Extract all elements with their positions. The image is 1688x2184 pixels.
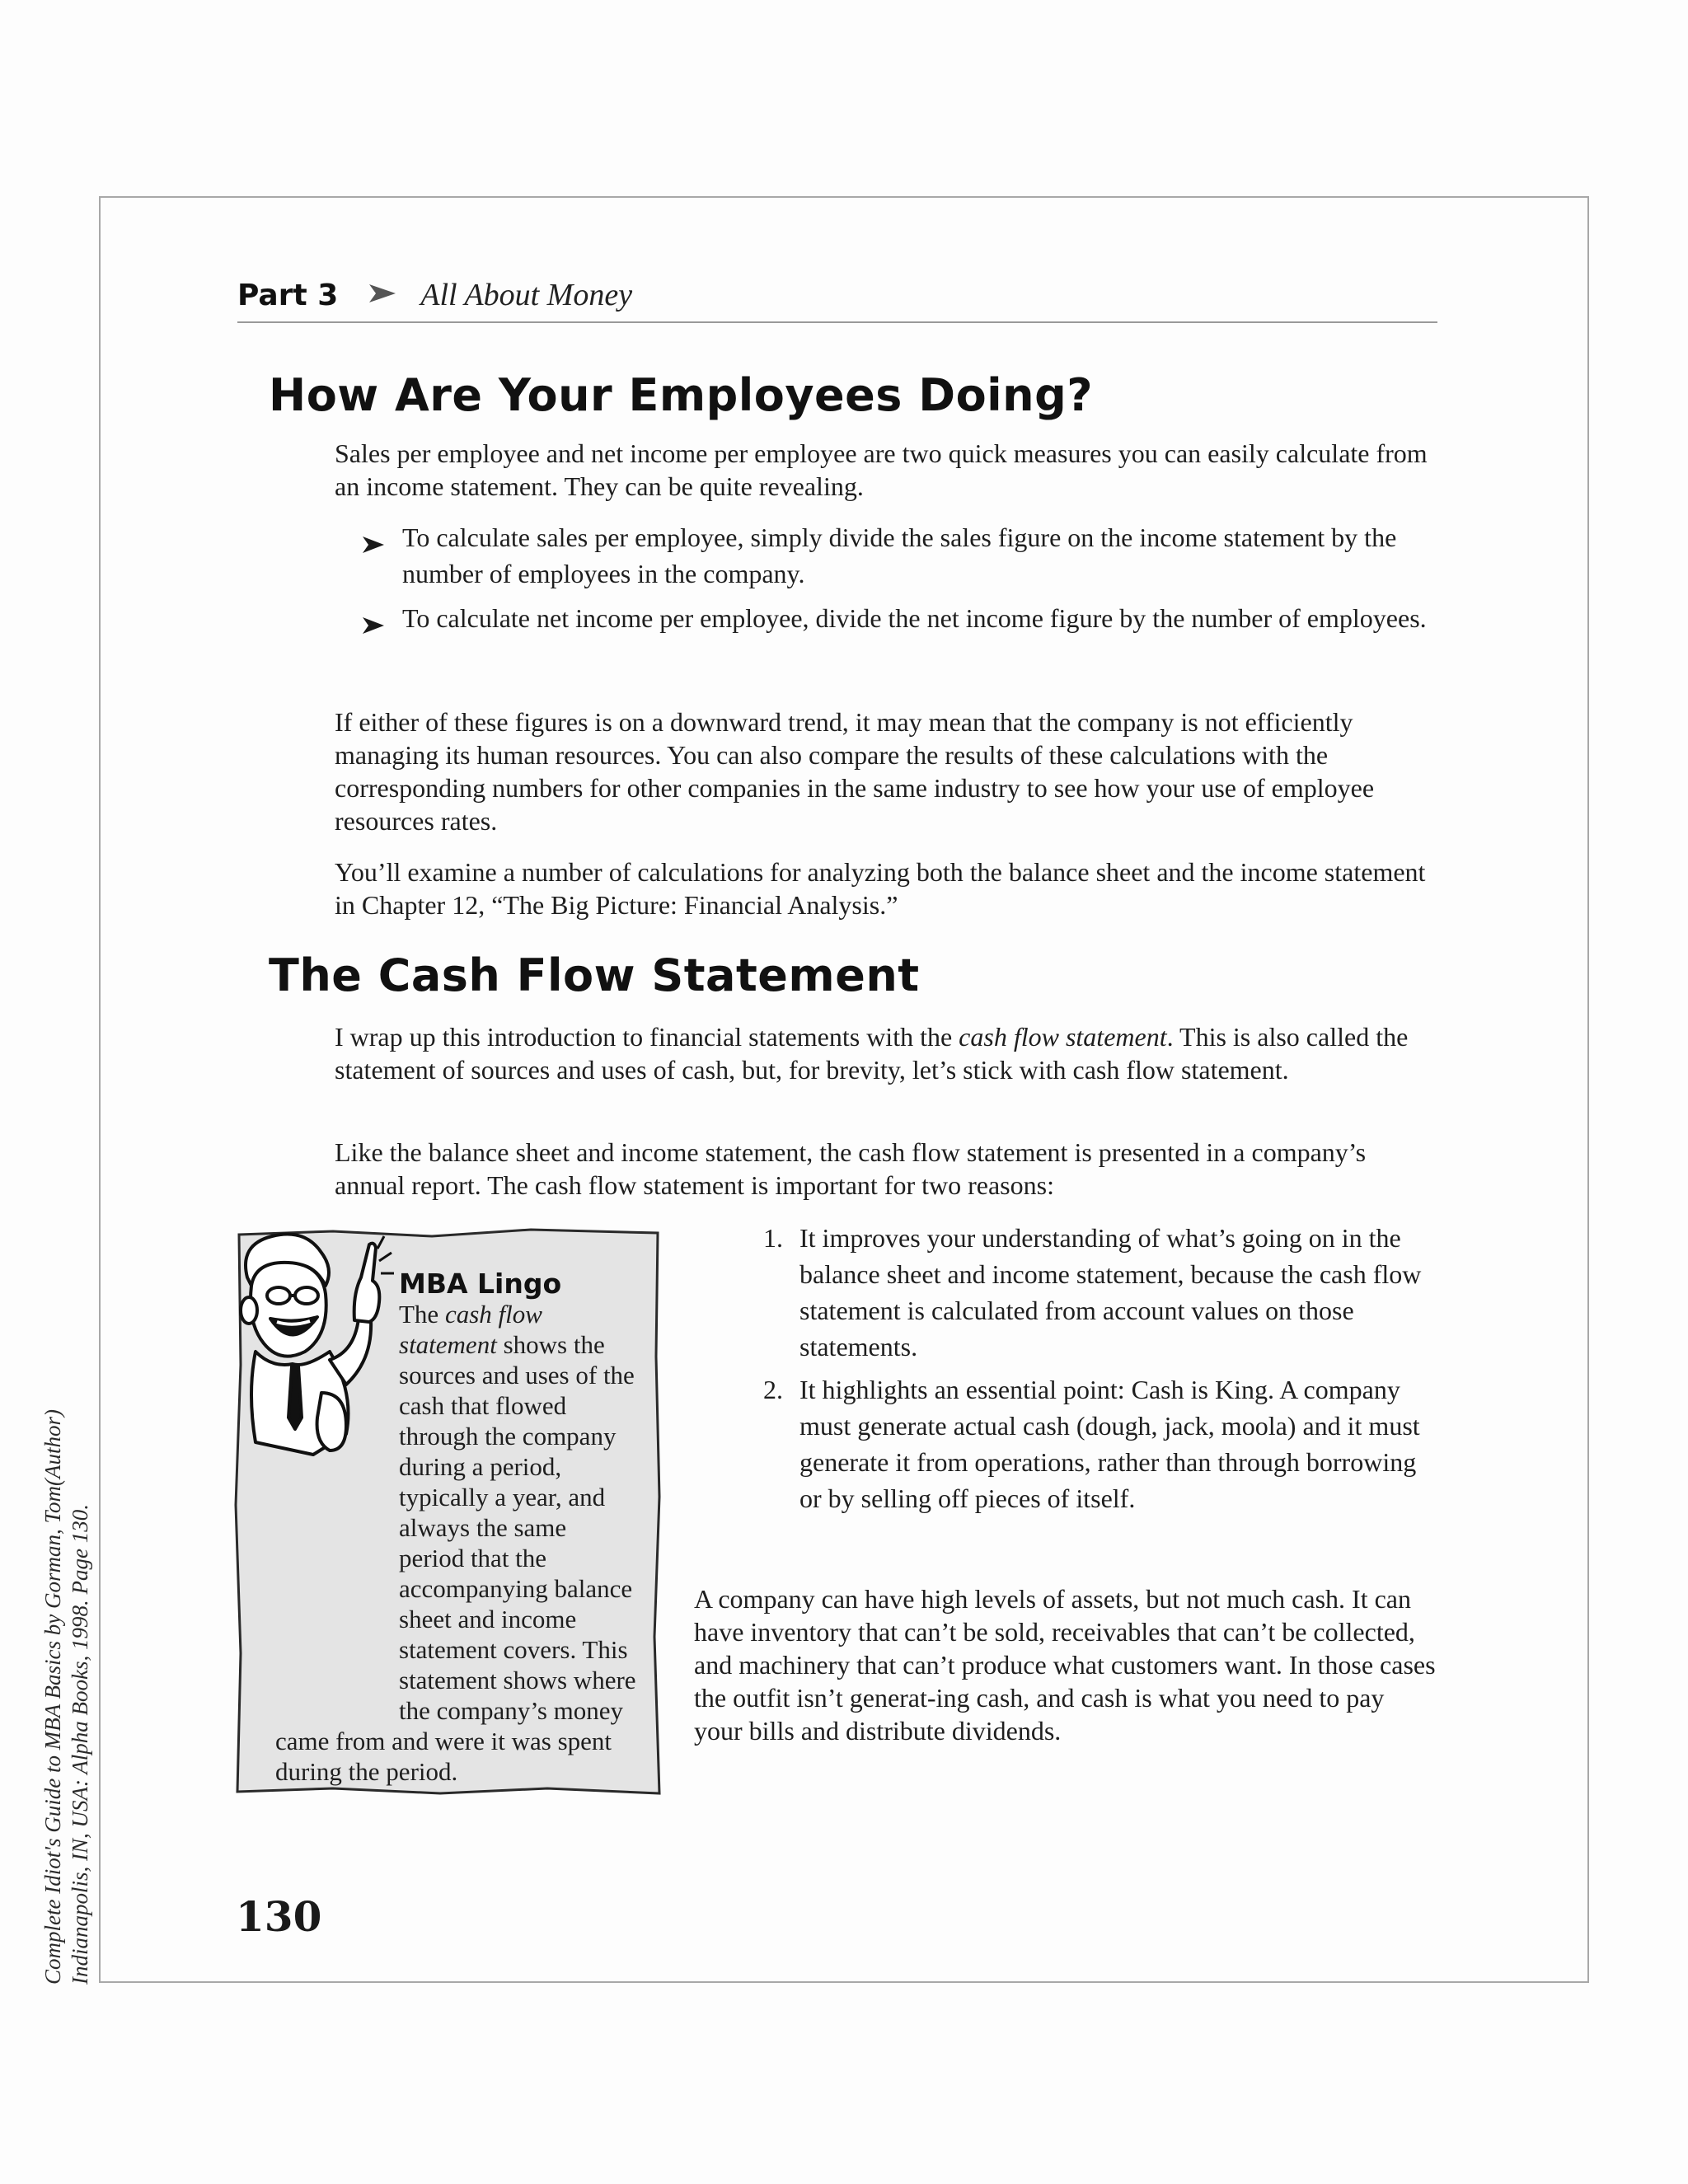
running-head bbox=[237, 269, 1437, 323]
part-title: All About Money bbox=[420, 278, 633, 312]
text-run: . This is also called the statement of sources and uses of cash, but, for brevity, let’s stick with cash flow statement. bbox=[335, 1022, 1409, 1085]
numbered-item bbox=[734, 1220, 1442, 1365]
sidebar-term: cash flow statement bbox=[399, 1300, 542, 1359]
paragraph-assets-vs-cash: A company can have high levels of assets, but not much cash. It can have inventory that can’t be sold, receivables that can’t be collected, and machinery that can’t produce what customers want. In those cases the outfit isn’t generat-ing cash, and cash is what you need to pay your bills and distribute dividends. bbox=[694, 1584, 1436, 1746]
term-cash-flow-statement: cash flow statement bbox=[959, 1022, 1167, 1052]
section-heading-employees: How Are Your Employees Doing? bbox=[269, 369, 1094, 421]
citation bbox=[40, 1358, 94, 1985]
section-heading-cash-flow: The Cash Flow Statement bbox=[269, 949, 920, 1001]
professor-cartoon-icon bbox=[223, 1228, 396, 1475]
bullet-arrow-icon bbox=[361, 600, 402, 644]
bullet-text: To calculate net income per employee, divide the net income figure by the number of employees. bbox=[402, 603, 1427, 633]
item-text: It highlights an essential point: Cash is King. A company must generate actual cash (dough, jack, moola) and it must generate it from operations, rather than through borrowing or by selling off pieces of itself. bbox=[799, 1375, 1420, 1513]
paragraph-intro: Sales per employee and net income per employee are two quick measures you can easily calculate from an income statement. They can be quite revealing. bbox=[335, 438, 1428, 501]
item-number: 2. bbox=[763, 1375, 783, 1404]
paragraph-annual-report: Like the balance sheet and income statement, the cash flow statement is presented in a company’s annual report. The cash flow statement is important for two reasons: bbox=[335, 1137, 1367, 1200]
part-label: Part 3 bbox=[237, 278, 339, 312]
arrow-icon bbox=[368, 283, 397, 307]
bullet-item bbox=[361, 600, 1441, 644]
paragraph-trend: If either of these figures is on a downward trend, it may mean that the company is not efficiently managing its human resources. You can also compare the results of these calculations with the corresponding numbers for other companies in the same industry to see how your use of employee resources rates. bbox=[335, 707, 1375, 836]
text-run: The bbox=[399, 1300, 445, 1329]
text-run: shows the sources and uses of the cash that flowed through the company during a period, typically a year, and always the same period that the accompanying balance sheet and income statement covers. This statement shows where the company’s money came from and were it was spent during the period. bbox=[275, 1330, 636, 1786]
page-number: 130 bbox=[236, 1892, 322, 1941]
bullet-arrow-icon bbox=[361, 519, 402, 592]
citation-line-1: Complete Idiot's Guide to MBA Basics by Gorman, Tom(Author) bbox=[40, 1409, 65, 1985]
item-number: 1. bbox=[763, 1223, 783, 1253]
item-text: It improves your understanding of what’s going on in the balance sheet and income statement, because the cash flow statement is calculated from account values on those statements. bbox=[799, 1223, 1422, 1361]
paragraph-cash-flow-intro bbox=[335, 1020, 1439, 1086]
citation-line-2: Indianapolis, IN, USA: Alpha Books, 1998. Page 130. bbox=[68, 1504, 92, 1985]
sidebar-title: MBA Lingo bbox=[399, 1268, 562, 1300]
text-run: I wrap up this introduction to financial statements with the bbox=[335, 1022, 959, 1052]
bullet-text: To calculate sales per employee, simply divide the sales figure on the income statement by the number of employees in the company. bbox=[402, 523, 1397, 588]
numbered-item bbox=[734, 1371, 1442, 1516]
bullet-item bbox=[361, 519, 1441, 592]
paragraph-chapter-ref: You’ll examine a number of calculations for analyzing both the balance sheet and the income statement in Chapter 12, “The Big Picture: Financial Analysis.” bbox=[335, 857, 1426, 920]
